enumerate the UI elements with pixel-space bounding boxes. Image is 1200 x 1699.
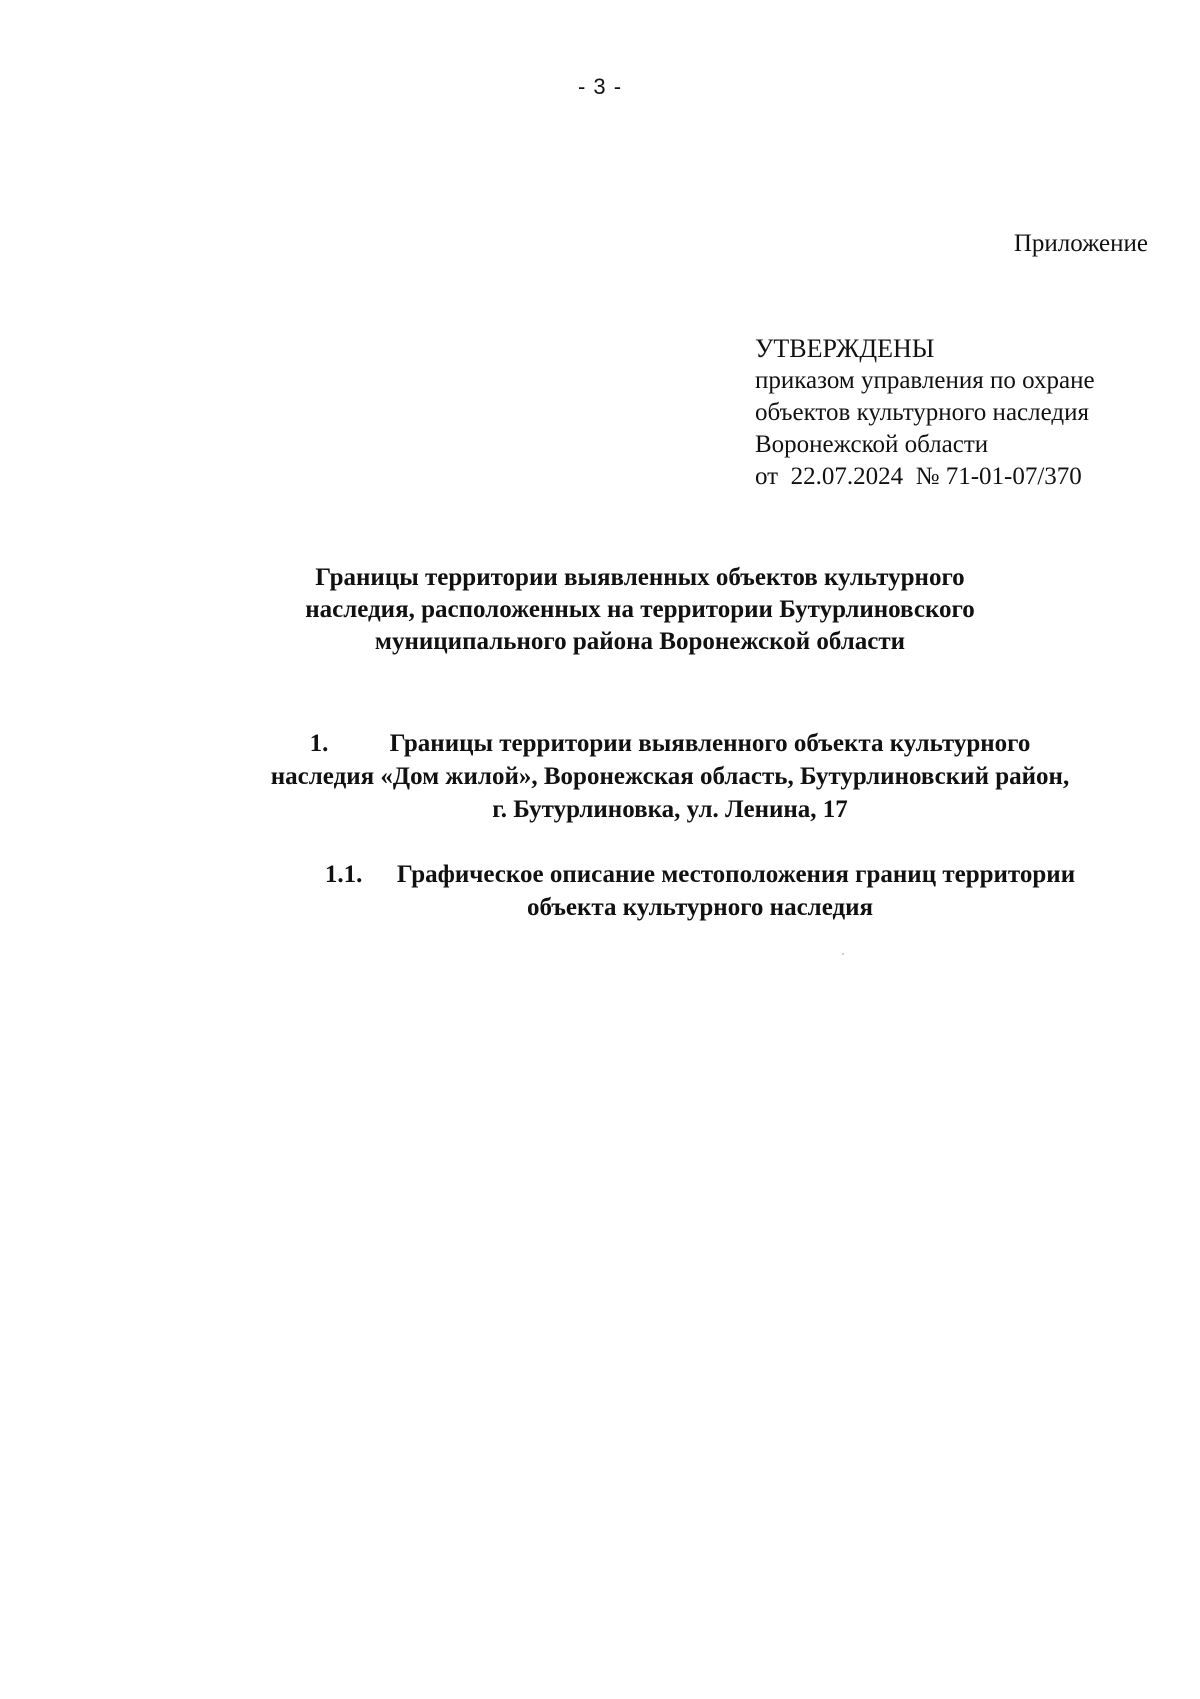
section-1-1-line [250, 858, 1150, 891]
approval-line: Воронежской области [755, 431, 989, 458]
scan-speck [842, 953, 844, 955]
document-title-line: наследия, расположенных на территории Бутурлиновского [305, 596, 975, 623]
section-1-line: г. Бутурлиновка, ул. Ленина, 17 [492, 796, 848, 823]
document-title [240, 562, 1040, 658]
subsection-number: 1.1. [324, 861, 363, 888]
approval-block [755, 333, 1095, 493]
section-1-line: наследия «Дом жилой», Воронежская область, Бутурлиновский район, [270, 763, 1070, 790]
document-title-line: муниципального района Воронежской области [374, 628, 906, 655]
approval-line: объектов культурного наследия [755, 399, 1089, 426]
section-1-1-heading [250, 858, 1150, 924]
section-1-line [215, 727, 1125, 760]
section-1-line-text: Границы территории выявленного объекта культурного [389, 730, 1031, 757]
document-title-line: Границы территории выявленных объектов культурного [315, 564, 965, 591]
approval-date-line: от 22.07.2024 № 71-01-07/370 [755, 463, 1082, 490]
section-1-1-line-text: Графическое описание местоположения границ территории [396, 861, 1076, 888]
section-number: 1. [309, 730, 329, 757]
appendix-label: Приложение [1013, 230, 1148, 257]
approval-line: приказом управления по охране [755, 367, 1095, 394]
section-1-1-line: объекта культурного наследия [526, 894, 874, 921]
section-1-heading [215, 727, 1125, 826]
approval-title: УТВЕРЖДЕНЫ [755, 334, 935, 363]
page-number: - 3 - [577, 74, 623, 99]
